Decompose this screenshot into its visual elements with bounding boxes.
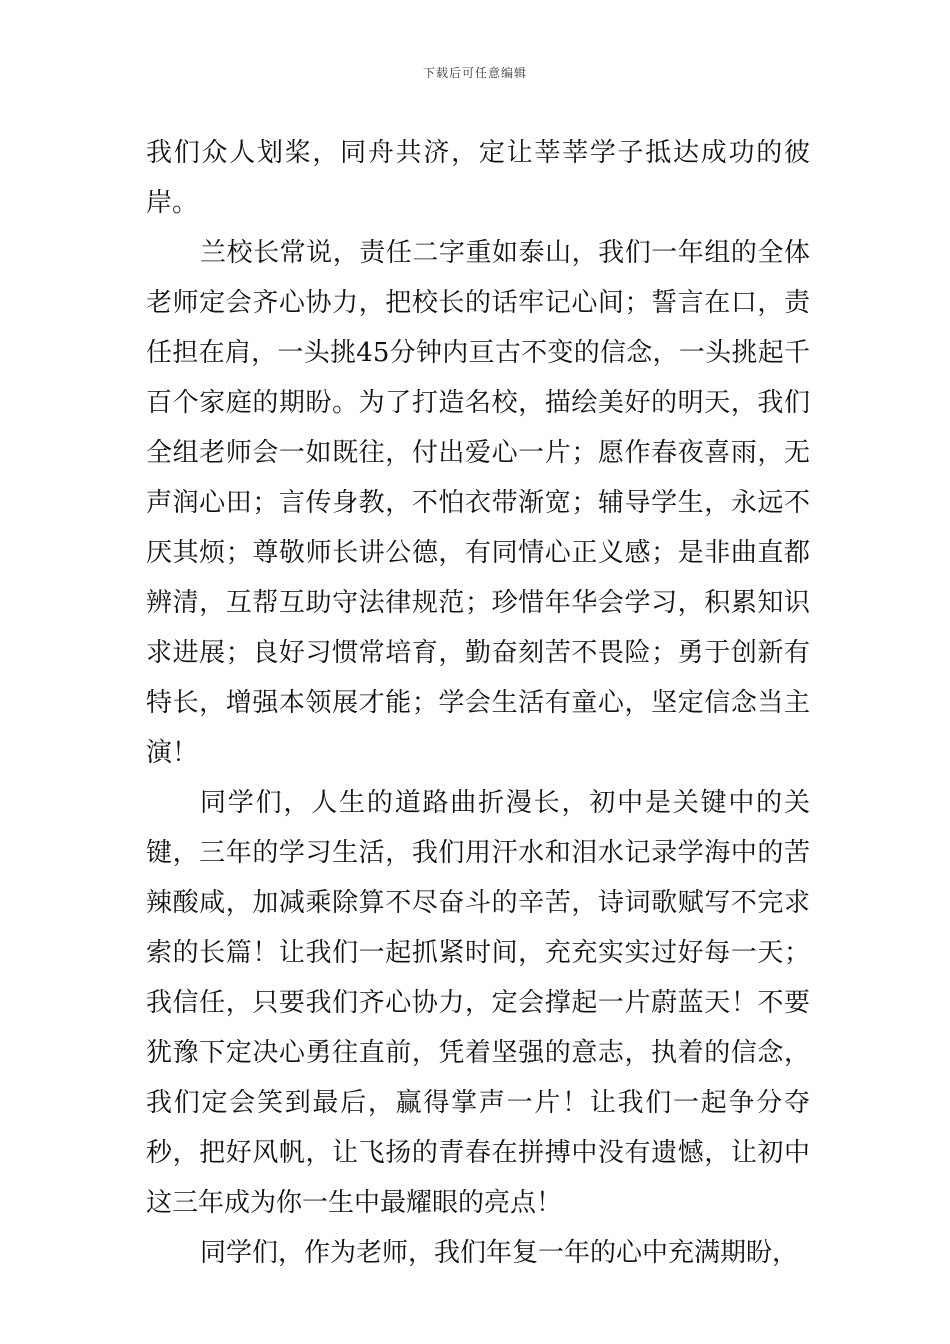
paragraph-4: 同学们，作为老师，我们年复一年的心中充满期盼， (200, 1238, 799, 1268)
page-header: 下载后可任意编辑 (422, 66, 527, 80)
document-body (146, 128, 810, 1278)
paragraph-1: 我们众人划桨，同舟共济，定让莘莘学子抵达成功的彼岸。 (146, 138, 810, 218)
paragraph-2: 兰校长常说，责任二字重如泰山，我们一年组的全体老师定会齐心协力，把校长的话牢记心间；誓言在口，责任担在肩，一头挑45分钟内亘古不变的信念，一头挑起千百个家庭的期盼。为了打造名校，描绘美好的明天，我们全组老师会一如既往，付出爱心一片；愿作春夜喜雨，无声润心田；言传身教，不怕衣带渐宽；辅导学生，永远不厌其烦；尊敬师长讲公德，有同情心正义感；是非曲直都辨清，互帮互助守法律规范；珍惜年华会学习，积累知识求进展；良好习惯常培育，勤奋刻苦不畏险；勇于创新有特长，增强本领展才能；学会生活有童心，坚定信念当主演！ (146, 238, 810, 768)
paragraph-3: 同学们，人生的道路曲折漫长，初中是关键中的关键，三年的学习生活，我们用汗水和泪水记录学海中的苦辣酸咸，加减乘除算不尽奋斗的辛苦，诗词歌赋写不完求索的长篇！让我们一起抓紧时间，充充实实过好每一天；我信任，只要我们齐心协力，定会撑起一片蔚蓝天！不要犹豫下定决心勇往直前，凭着坚强的意志，执着的信念，我们定会笑到最后，赢得掌声一片！让我们一起争分夺秒，把好风帆，让飞扬的青春在拼搏中没有遗憾，让初中这三年成为你一生中最耀眼的亮点！ (146, 788, 810, 1218)
